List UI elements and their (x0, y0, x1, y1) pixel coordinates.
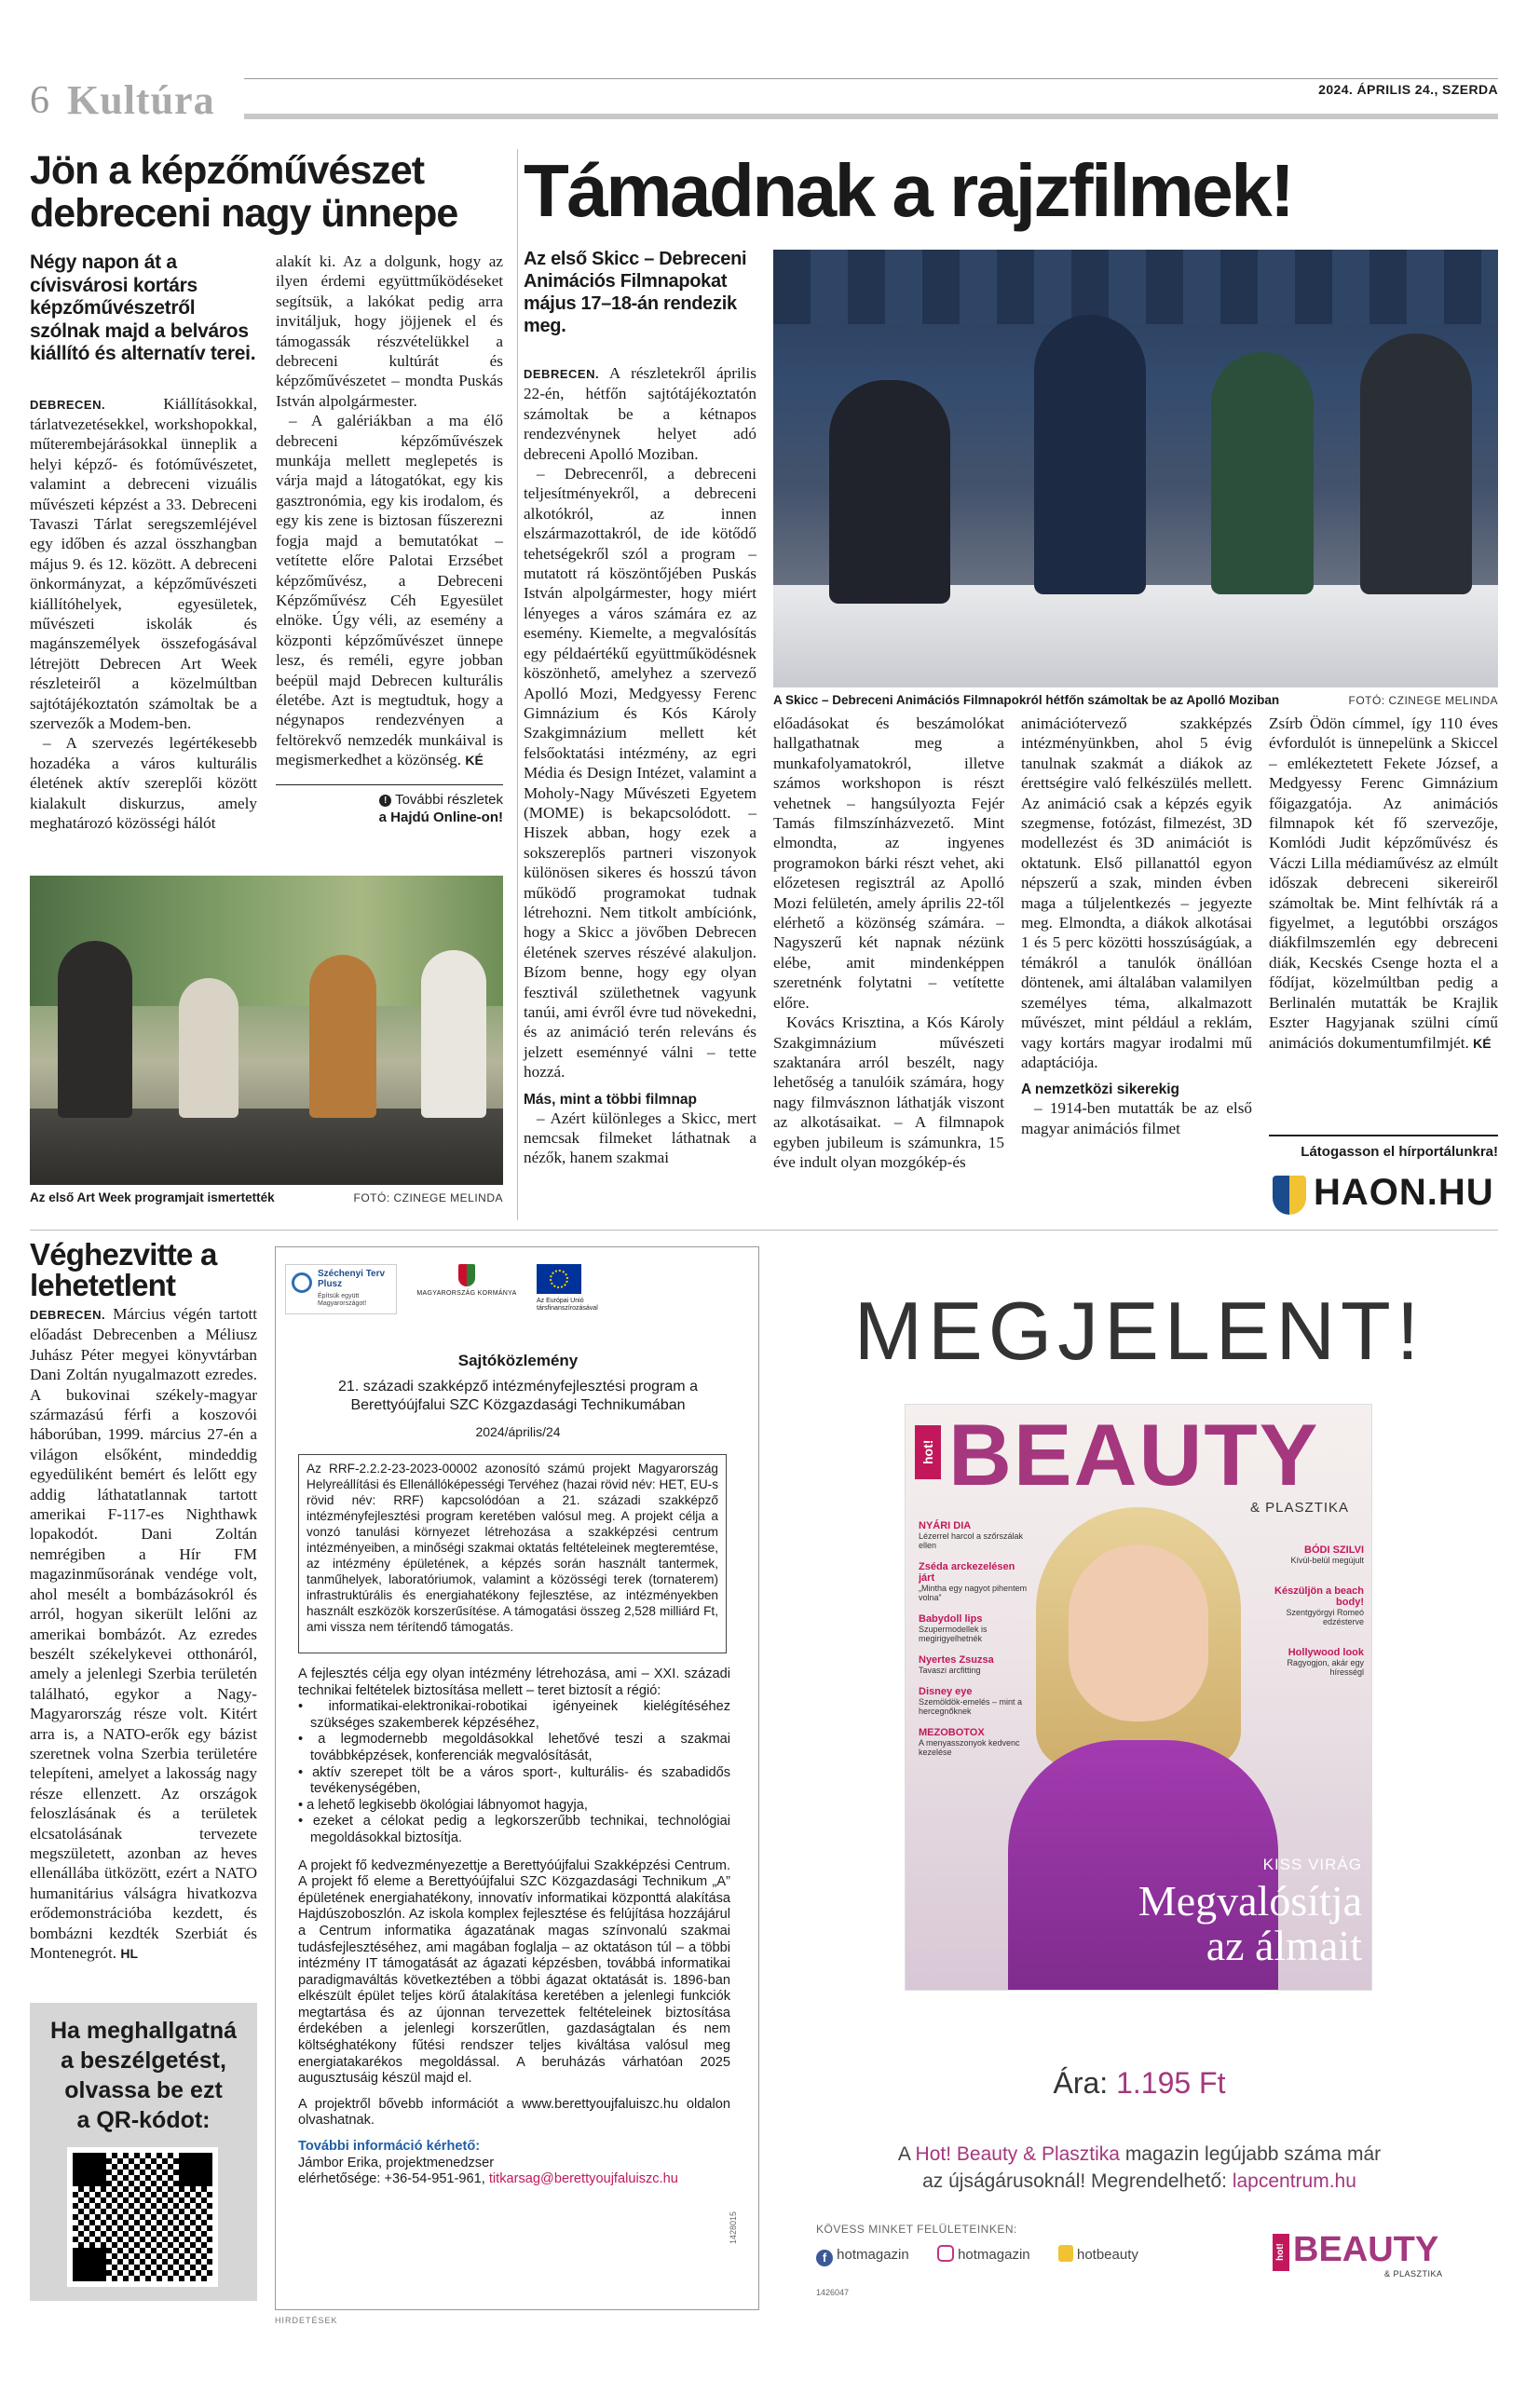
press-contact-name: Jámbor Erika, projektmenedzser (298, 2155, 495, 2170)
cover-item: MEZOBOTOX A menyasszonyok kedvenc kezelése (919, 1727, 1020, 1757)
cover-right-items (1263, 1544, 1364, 1677)
cartoons-col-4 (1269, 714, 1498, 1054)
cartoons-col-1 (524, 248, 756, 1168)
magazine-cover[interactable] (906, 1405, 1371, 1990)
press-bullet: • a legmodernebb megoldásokkal lehetővé teszi a szakmai továbbképzések, konferenciák megvalósítását, (298, 1732, 730, 1763)
cover-item: Készüljön a beach body! Szentgyörgyi Romeó edzésterve (1274, 1585, 1364, 1626)
press-contact: elérhetősége: +36-54-951-961, titkarsag@berettyoujfaluiszc.hu (298, 2171, 678, 2187)
art-week-col-2 (276, 252, 503, 826)
art-week-body-1: DEBRECEN. Kiállításokkal, tárlatvezetésekkel, workshopokkal, műterembejárásokkal ünneplik a helyi képző- és fotóművészetet, valamint a debreceni vizuális művészeti képzést a 33. Debreceni Tavaszi Tárlat seregszemléjével egy időben és azzal összhangban május 9. és 12. között. A debreceni önkormányzat, a képzőművészeti kiállítóhelyek, egyesületek, művészeti iskolák és magánszemélyek összefogásával létrejött Debrecen Art Week részleteiről a közelmúltban sajtótájékoztatón számoltak be a szervezők a Modem-ben. (30, 394, 257, 732)
press-content (298, 1667, 730, 2188)
art-week-photo-credit: FOTÓ: CZINEGE MELINDA (353, 1191, 503, 1204)
magazine-ad[interactable] (781, 1246, 1498, 2310)
art-week-note-rule (276, 784, 503, 785)
social-instagram[interactable]: hotmagazin (958, 2247, 1030, 2263)
eu-flag-icon (537, 1264, 581, 1294)
art-week-body-3: alakít ki. Az a dolgunk, hogy az ilyen érdemi együttműködéseket segítsük, a lakókat pedig arra invitáljuk, hogy jöjjenek el és támogassák részvételükkel a debreceni kultúrát és képzőművészetet – mondta Puskás István alpolgármester. (276, 252, 503, 410)
szechenyi-icon (292, 1272, 312, 1293)
art-week-online-note[interactable]: ! További részletek a Hajdú Online-on! (378, 791, 503, 825)
art-week-caption: Az első Art Week programjait ismertették FOTÓ: CZINEGE MELINDA (30, 1190, 503, 1204)
eu-label-2: társfinanszírozásával (537, 1305, 598, 1312)
art-week-photo (30, 876, 503, 1185)
info-icon: ! (379, 795, 391, 807)
cartoons-subhead-1: Más, mint a többi filmnap (524, 1091, 698, 1108)
press-date: 2024/április/24 (475, 1424, 561, 1439)
qr-box[interactable] (30, 2003, 257, 2301)
art-week-signature: KÉ (465, 753, 484, 769)
press-para-2: A projekt fő kedvezményezettje a Berettyóújfalui Szakképzési Centrum. A projekt fő eleme a Berettyóújfalui SZC Közgazdasági Technikum „A” épületének energiahatékony, innovatív informatikai központtá alakítása Hajdúszoboszlón. Az iskola komplex fejlesztése és felújítása hozzájárul a Centrum informatika ágazatának magas színvonalú szakmai tudásfejlesztéséhez, ami magában foglalja – az oktatáson túl – a többi intézmény IT támogatását az ágazati képzésben, továbbá informatikai paradigmaváltás következtében a többi ágazat oktatását is. 1896-ban elkészült épület teljes körű átalakítása keretében a jelenlegi funkciók megtartása és az újonnan tervezettek feltételeinek biztosítása érdekében a jelenlegi korszerűtlen, gazdaságtalan és nem költséghatékony fűtési rendszer teljes kiváltása valósul meg energiatakarékos megoldással. A beruházás várhatóan 2025 augusztusáig készül majd el. (298, 1857, 730, 2087)
haon-rule (1269, 1135, 1498, 1136)
lapcentrum-link[interactable]: lapcentrum.hu (1232, 2170, 1356, 2192)
social-facebook[interactable]: hotmagazin (837, 2247, 909, 2263)
press-more-info: További információ kérhető: (298, 2139, 481, 2155)
cartoons-body-8: Zsírb Ödön címmel, így 110 éves évfordulót is ünnepelünk a Skiccel – emlékeztetett Fekete József, a Medgyessy Ferenc Gimnázium főigazgatója. Az animációs filmnapok két fő szervezője, Komlódi Judit képzőművész és Váczi Lilla médiaművész az elmúlt időszak debreceni sikereiről számoltak be. Mint felhívták rá a figyelmet, a legutóbbi országos diákfilmszemlén egy debreceni diák, Kecskés Csenge hozta el a fődíjat, közelmúltban pedig a Berlinalén mutatták be Krajlik Eszter Hagyjanak szülni című animációs dokumentumfilmjét. KÉ (1269, 714, 1498, 1052)
ad-headline: MEGJELENT! (853, 1285, 1425, 1377)
cover-hot-badge: hot! (915, 1425, 941, 1479)
cover-item: Nyertes Zsuzsa Tavaszi arcfitting (919, 1654, 994, 1675)
art-week-lead: Négy napon át a cívisvárosi kortárs képzőművészetről szólnak majd a belváros kiállító és alternatív terei. (30, 252, 256, 364)
cover-model-face (1069, 1544, 1208, 1721)
tiktok-icon[interactable] (1058, 2245, 1073, 2262)
photo-speaker-1 (829, 380, 950, 604)
photo-person-2 (179, 978, 238, 1118)
photo-person-4 (421, 950, 486, 1118)
facebook-icon[interactable]: f (816, 2250, 833, 2266)
ad-price: Ára: 1.195 Ft (1053, 2066, 1226, 2100)
issue-date: 2024. ÁPRILIS 24., SZERDA (1318, 82, 1498, 97)
press-subheading: 21. századi szakképző intézményfejlesztési program a Berettyóújfalui SZC Közgazdasági Technikumában (338, 1379, 698, 1413)
cartoons-col-2 (773, 714, 1004, 1172)
ad-code: 1426047 (816, 2288, 850, 2297)
ad-follow-label: KÖVESS MINKET FELÜLETEINKEN: (816, 2223, 1017, 2236)
art-week-body-2: – A szervezés legértékesebb hozadéka a város kulturális életének aktív szereplői között kialakult diskurzus, amely meghatározó közösségi hálót (30, 734, 257, 833)
cartoons-body-7: – 1914-ben mutatták be az első magyar animációs filmet (1021, 1099, 1252, 1137)
cover-title: BEAUTY (948, 1406, 1320, 1503)
social-tiktok[interactable]: hotbeauty (1076, 2247, 1138, 2263)
cartoons-headline: Támadnak a rajzfilmek! (524, 149, 1293, 232)
press-bullet: • informatikai-elektronikai-robotikai igényeinek kielégítéséhez szükséges szakemberek képzéséhez, (298, 1699, 730, 1731)
press-bullets (298, 1699, 730, 1846)
cartoons-photo (773, 250, 1498, 687)
ad-social-row (816, 2245, 1226, 2266)
press-bullet: • ezeket a célokat pedig a legkorszerűbb technikai, technológiai megoldásokkal biztosítja. (298, 1814, 730, 1845)
press-email-link[interactable]: titkarsag@berettyoujfaluiszc.hu (488, 2171, 678, 2187)
cartoons-article (524, 149, 1498, 1220)
cartoons-dateline: DEBRECEN. (524, 367, 600, 381)
cartoons-body-3: – Azért különleges a Skicc, mert nemcsak filmeket láthatnak a nézők, hanem szakmai (524, 1109, 756, 1167)
press-intro: A fejlesztés célja egy olyan intézmény létrehozása, ami – XXI. századi technikai feltételek biztosítása mellett – teret biztosít a régió: (298, 1667, 730, 1698)
section-divider (30, 1230, 1498, 1231)
veghezvitte-dateline: DEBRECEN. (30, 1308, 106, 1322)
press-release (275, 1246, 759, 2310)
photo-person-3 (309, 955, 376, 1118)
art-week-article (30, 149, 503, 1217)
photo-speaker-4 (1360, 333, 1472, 594)
cartoons-subhead-2: A nemzetközi sikerekig (1021, 1082, 1179, 1098)
cover-item: Babydoll lips Szupermodellek is megirigyelhetnék (919, 1613, 988, 1643)
header-top-rule (244, 78, 1498, 79)
page-header (30, 75, 1498, 130)
cover-left-items (919, 1520, 1030, 1757)
shield-icon (1273, 1176, 1306, 1215)
government-label: MAGYARORSZÁG KORMÁNYA (416, 1290, 517, 1297)
art-week-body-4: – A galériákban a ma élő debreceni képzőművészek munkája mellett meglepetés is várja majd a látogatókat, egy kis gasztronómia, egy kis irodalom, és egy kis zene is biztosan fűszerezni fogja majd a bemutatókat – vetítette előre Palotai Erzsébet képzőművész, a Debreceni Képzőművész Céh Egyesület elnöke. Úgy véli, az esemény a központi képzőművészet ünnepe lesz, és reméli, egyre jobban beépül majd Debrecen kulturális életébe. Azt is megtudtuk, hogy a négynapos rendezvényen a feltörekvő nemzedék munkáival is megismerkedhet a közönség. KÉ (276, 412, 503, 769)
page-number: 6 (30, 79, 49, 122)
cover-item: Disney eye Szemöldök-emelés – mint a hercegnőknek (919, 1686, 1023, 1716)
header-bar (244, 114, 1498, 119)
veghezvitte-article (30, 1239, 257, 2301)
press-box: Az RRF-2.2.2-23-2023-00002 azonosító számú projekt Magyarország Helyreállítási és Ellenállóképességi Tervéhez (hazai rövid név: HET, EU-s rövid név: RRF) kapcsolódóan a 21. századi szakképző intézményfejlesztési program keretében valósul meg. A projekt célja a vonzó tanulási környezet létrehozása a szakképzési centrum intézményeiben, a minőségi szakmai oktatás feltételeinek megteremtése, az intézmény épületének, a képzés során használt tantermek, tanműhelyek, laboratóriumok, valamint a közösségi terek (tornaterem) infrastruktúrális és energiahatékony fejlesztése, az intézményekben használt eszközök korszerűsítése. A támogatási összeg 2,528 milliárd Ft, ami vissza nem térítendő támogatás. (298, 1454, 727, 1653)
qr-code-icon[interactable] (67, 2147, 218, 2287)
logo-szechenyi (285, 1264, 397, 1314)
szechenyi-sub: Építsük együtt Magyarországot! (318, 1293, 367, 1307)
column-separator (517, 149, 518, 1220)
art-week-col-1 (30, 252, 257, 833)
haon-logo: HAON.HU (1314, 1172, 1494, 1213)
press-para-3: A projektről bővebb információt a www.berettyoujfaluiszc.hu oldalon olvashatnak. (298, 2096, 730, 2129)
szechenyi-title: Széchenyi Terv Plusz (318, 1269, 386, 1289)
logo-eu (537, 1264, 639, 1314)
cover-subtitle: & PLASZTIKA (1250, 1500, 1350, 1516)
cartoons-signature: KÉ (1473, 1035, 1492, 1051)
cartoons-body-4: előadásokat és beszámolókat hallgathatnak meg a munkafolyamatokról, illetve számos workshopon is részt vehetnek – hangsúlyozta Fejér Tamás filmszínházvezető. Mint elmondta, az ingyenes programokon bárki részt vehet, aki előzetesen regisztrál az Apolló Mozi felületén, amely április 22-től elérhető a közönség számára. – Nagyszerű két napnak nézünk elébe, amit mindenképpen szeretnénk folytatni – vetítette előre. (773, 714, 1004, 1012)
photo-wall-panel (773, 250, 1498, 324)
ad-logo-hot: hot! (1273, 2234, 1289, 2271)
cover-headline-2: az álmait (1206, 1922, 1362, 1969)
veghezvitte-headline: Véghezvitte a lehetetlent (30, 1237, 217, 1302)
veghezvitte-body: DEBRECEN. Március végén tartott előadást Debrecenben a Méliusz Juhász Péter megyei könyvtárban Dani Zoltán nyugalmazott ezredes. A bukovinai székely-magyar származású férfi a koszovói háborúban, 1999. március 27-én a világon elsőként, mindeddig egyedüliként bemért és lelőtt egy addig láthatatlannak tartott amerikai F-117-es Nighthawk lopakodót. Dani Zoltán nemrégiben a Hír FM magazinműsorának vendége volt, ahol mesélt a bombázásokról és arról, hogyan sikerült lelőni az amerikai bombázót. Az ezredes beszélt székelykevei otthonáról, amely a jelenlegi Szerbia területén található, egykor a Nagy-Magyarország része volt. Kitért arra is, a NATO-erők egy bázist szeretnek volna Szerbia területére telepíteni, amelyet a lakosság nagy része ellenzett. Az országok feloszlásának és a területek elcsatolásának tervezete megszületett, azonban az heves ellenállába ütközött, ezért a NATO humanitárius válságra hivatkozva erődemonstrációba kezdett, és bombázni kezdték Szerbiát és Montenegrót. HL (30, 1305, 257, 1962)
cover-item: NYÁRI DIA Lézerrel harcol a szőrszálak ellen (919, 1520, 1024, 1550)
haon-prompt: Látogasson el hírportálunkra! (1301, 1144, 1498, 1160)
photo-table (30, 1109, 503, 1185)
art-week-headline: Jön a képzőművészet debreceni nagy ünnepe (30, 148, 458, 236)
cover-item: Hollywood look Ragyogjon, akár egy hírességl (1287, 1647, 1364, 1677)
cartoons-body-5: Kovács Krisztina, a Kós Károly Szakgimnázium művészeti szaktanára arról beszélt, nagy lehetőség a tanulóik számára, hogy nagy filmvásznon láthatják viszont az alkotásaikat. – A filmnapok egyben jubileum is számunkra, 15 éve indult olyan mozgókép-és (773, 1014, 1004, 1171)
press-heading: Sajtóközlemény (457, 1352, 579, 1369)
haon-box[interactable] (1269, 1135, 1498, 1220)
cartoons-body-2: – Debrecenről, a debreceni teljesítményekről, a debreceni alkotókról, az innen elszármazottakról, de ide kötődő tehetségekről szól a program – mutatott rá köszöntőjében Puskás István alpolgármester, hogy miért lényeges a város számára ez az esemény. Kiemelte, a megvalósítás egy példaértékű együttműködésnek köszönhető, amelyhez a szervező Apolló Mozi, Medgyessy Ferenc Gimnázium és Kós Károly Szakgimnázium mellett két felsőoktatási intézmény, az egri Média és Design Intézet, valamint a Moholy-Nagy Művészeti Egyetem (MOME) is bekapcsolódott. – Hiszek abban, hogy ezek a sokszereplős partneri viszonyok különösen sikeres és hosszú távon működő programokat tudnak létrehozni. Nem titkolt ambíciónk, hogy a Skicc a jövőben Debrecen életének szerves részévé alakuljon. Bízom benne, hogy egy olyan fesztivál születhetnek vagyunk tanúi, ami évről évre tud növekedni, és az animáció terén releváns és jelzett eseménnyé válni – tette hozzá. (524, 465, 756, 1082)
ad-description: A Hot! Beauty & Plasztika magazin legújabb száma már az újságárusoknál! Megrendelhető: lapcentrum.hu (897, 2143, 1382, 2192)
photo-person-1 (58, 941, 132, 1118)
cartoons-caption: A Skicc – Debreceni Animációs Filmnapokról hétfőn számoltak be az Apolló Moziban FOTÓ: CZINEGE MELINDA (773, 693, 1498, 707)
ads-footer-label: HIRDETÉSEK (275, 2316, 338, 2325)
photo-speaker-3 (1211, 352, 1314, 594)
section-title: Kultúra (67, 77, 215, 123)
cartoons-col-3 (1021, 714, 1252, 1138)
veghezvitte-signature: HL (120, 1946, 139, 1961)
eu-label-1: Az Európai Unió (537, 1298, 584, 1304)
art-week-dateline: DEBRECEN. (30, 397, 106, 412)
cartoons-photo-credit: FOTÓ: CZINEGE MELINDA (1348, 694, 1498, 707)
price-value: 1.195 Ft (1116, 2066, 1226, 2100)
instagram-icon[interactable] (937, 2245, 954, 2262)
press-ad-code: 1428015 (729, 2211, 738, 2244)
ad-logo-beauty: BEAUTY (1293, 2230, 1439, 2269)
logo-government (416, 1264, 518, 1314)
press-bullet: • a lehető legkisebb ökológiai lábnyomot hagyja, (298, 1797, 588, 1813)
press-bullet: • aktív szerepet tölt be a város sport-, kulturális- és szabadidős tevékenységében, (298, 1764, 730, 1797)
cartoons-body-6: animációtervező szakképzés intézményünkben, ahol 5 évig tanulnak szakmát a diákok az érettségire való felkészülés mellett. Az animáció csak a képzés egyik szegmense, fotózást, filmezést, 3D modellezést és 3D animációt is oktatunk. Első pillanattól egyon népszerű a szak, minden évben maga a túljelentkezés – jegyezte meg. Elmondta, a diákok alkotásai 1 és 5 perc közötti hosszúságúak, a témákról a tanulók önállóan döntenek, ami általában valamilyen személyes téma, alkalmazott művészet, mint például a reklám, vagy kortárs magyar irodalmi mű adaptációja. (1021, 714, 1252, 1071)
cartoons-lead: Az első Skicc – Debreceni Animációs Filmnapokat május 17–18-án rendezik meg. (524, 249, 747, 336)
photo-speaker-2 (1034, 315, 1146, 594)
qr-code-pattern (73, 2153, 212, 2281)
cover-headline-1: Megvalósítja (1138, 1877, 1362, 1925)
cartoons-body-1: DEBRECEN. A részletekről április 22-én, hétfőn sajtótájékoztatón számoltak be a kétnapos rendezvénynek helyet adó debreceni Apolló Moziban. (524, 364, 756, 463)
cover-name: KISS VIRÁG (1262, 1856, 1362, 1873)
cover-item: Zséda arckezelésen járt „Mintha egy nagyot pihentem volna” (919, 1561, 1028, 1602)
ad-logo-sub: & PLASZTIKA (1384, 2269, 1443, 2279)
qr-prompt: Ha meghallgatná a beszélgetést, olvassa be ezt a QR-kódot: (49, 2018, 238, 2133)
coat-of-arms-icon (458, 1264, 475, 1286)
ad-logo (1273, 2230, 1478, 2286)
cover-item: BÓDI SZILVI Kívül-belül megújult (1290, 1544, 1364, 1565)
